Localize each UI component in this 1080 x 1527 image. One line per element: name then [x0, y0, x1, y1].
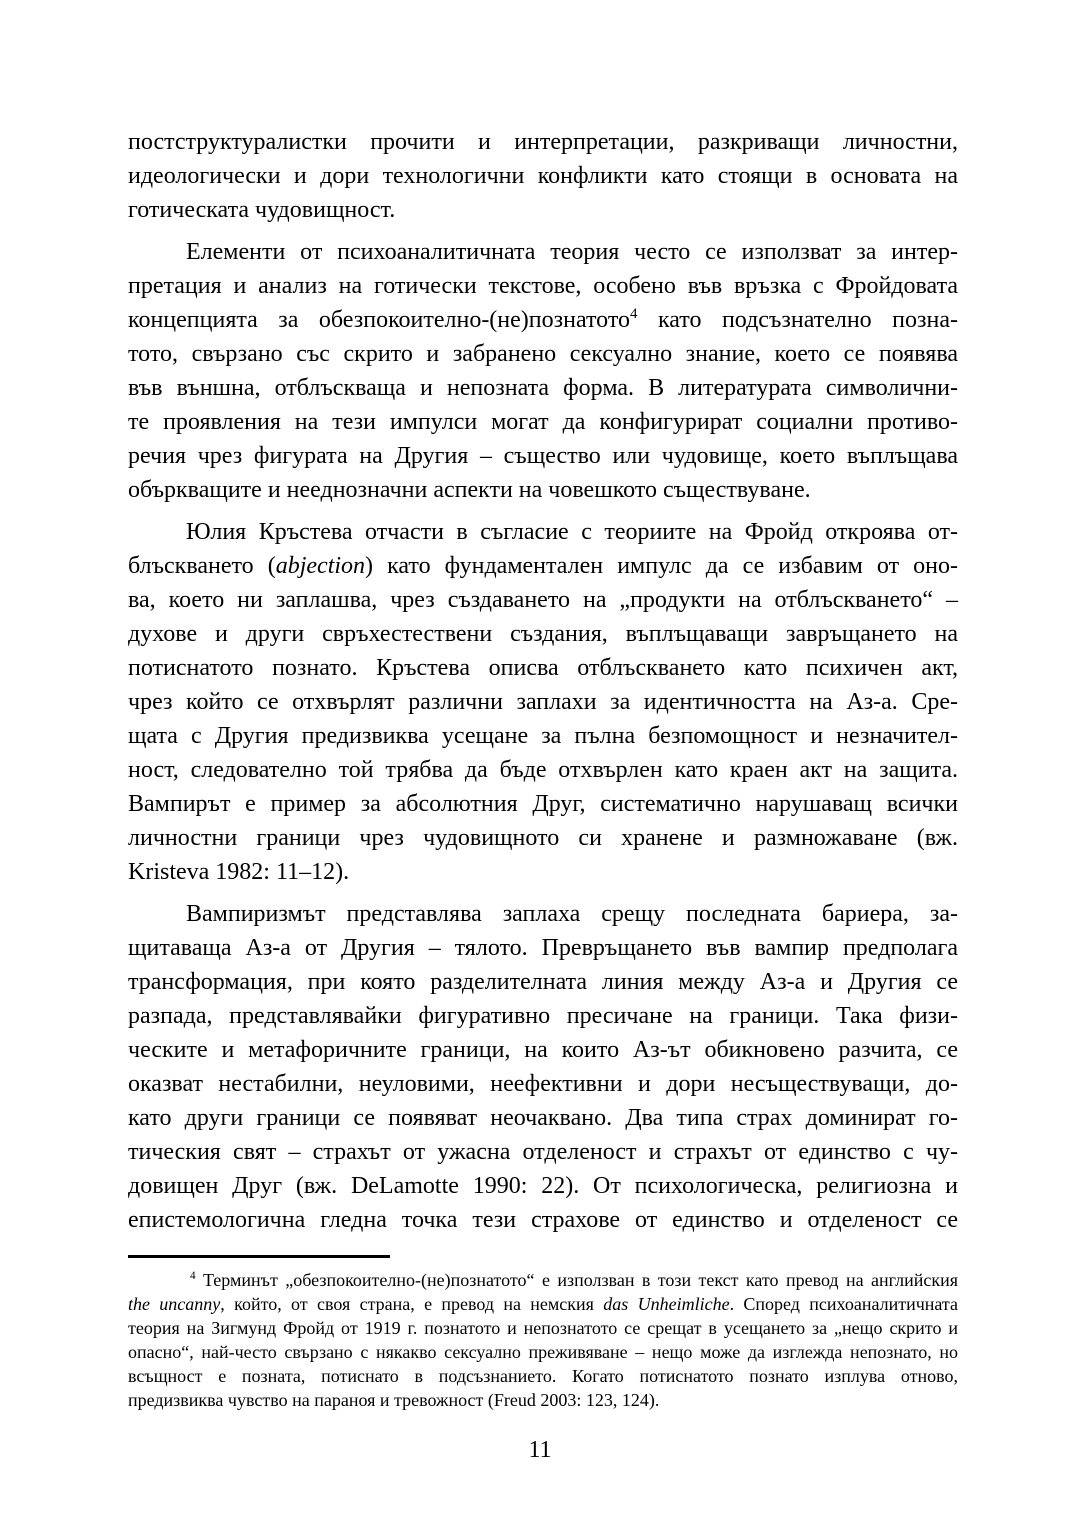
text-segment: опасно“, най-често свързано с някакво сексуално преживяване – нещо може да изглежда непознато, но	[128, 1342, 958, 1362]
text-segment: Вампиризмът представлява заплаха срещу последната бариера, за-	[186, 901, 958, 927]
text-segment: готическата чудовищност.	[128, 197, 396, 223]
text-segment: епистемологична гледна точка тези страхове от единство и отделеност се	[128, 1207, 958, 1233]
text-line	[128, 1101, 958, 1135]
text-line	[128, 337, 958, 371]
paragraph-4	[128, 897, 958, 1237]
text-line	[128, 1388, 958, 1412]
text-segment: . Според психоаналитичната	[729, 1294, 958, 1314]
text-segment: тото, свързано със скрито и забранено сексуално знание, което се появява	[128, 341, 958, 367]
text-segment: ност, следователно той трябва да бъде отхвърлен като краен акт на защита.	[128, 757, 958, 783]
text-line	[128, 549, 958, 583]
text-segment: те проявления на тези импулси могат да конфигурират социални противо-	[128, 409, 958, 435]
text-segment: предизвиква чувство на параноя и тревожност (Freud 2003: 123, 124).	[128, 1390, 660, 1410]
text-segment: щата с Другия предизвиква усещане за пълна безпомощност и незначител-	[128, 723, 958, 749]
text-segment: Kristeva 1982: 11–12).	[128, 859, 350, 885]
text-line	[128, 1203, 958, 1237]
text-segment: оказват нестабилни, неуловими, неефективни и дори несъществуващи, до-	[128, 1071, 958, 1097]
text-segment: като подсъзнателно позна-	[637, 307, 958, 333]
text-line	[128, 269, 958, 303]
text-segment: Вампирът е пример за абсолютния Друг, систематично нарушаващ всички	[128, 791, 958, 817]
text-segment: Терминът „обезпокоително-(не)познатото“ е използван в този текст като превод на английския	[195, 1270, 958, 1290]
text-line	[128, 159, 958, 193]
text-line	[128, 439, 958, 473]
text-line	[128, 515, 958, 549]
text-line	[128, 753, 958, 787]
text-segment: чрез който се отхвърлят различни заплахи за идентичността на Аз-а. Сре-	[128, 689, 958, 715]
text-line	[128, 965, 958, 999]
text-segment: постструктуралистки прочити и интерпретации, разкриващи личностни,	[128, 129, 958, 155]
text-line	[128, 787, 958, 821]
text-line	[128, 405, 958, 439]
text-segment: духове и други свръхестествени създания, въплъщаващи завръщането на	[128, 621, 958, 647]
text-segment: като други граници се появяват неочаквано. Два типа страх доминират го-	[128, 1105, 958, 1131]
text-segment: щитаваща Аз-а от Другия – тялото. Превръщането във вампир предполага	[128, 935, 958, 961]
text-line	[128, 473, 958, 507]
text-segment: теория на Зигмунд Фройд от 1919 г. познатото и непознатото се срещат в усещането за „нещо скрито и	[128, 1318, 958, 1338]
text-segment: във външна, отблъскваща и непозната форма. В литературата символични-	[128, 375, 958, 401]
text-segment: концепцията за обезпокоително-(не)познатото	[128, 307, 631, 333]
text-line	[128, 1067, 958, 1101]
text-line	[128, 1364, 958, 1388]
text-line	[128, 651, 958, 685]
text-segment: претация и анализ на готически текстове, особено във връзка с Фройдовата	[128, 273, 958, 299]
italic-term: abjection	[275, 553, 366, 579]
text-segment: потиснатото познато. Кръстева описва отблъскването като психичен акт,	[128, 655, 958, 681]
body-paragraphs	[128, 125, 958, 1237]
text-line	[128, 719, 958, 753]
text-segment: ) като фундаментален импулс да се избавим от оно-	[365, 553, 959, 579]
text-line	[128, 125, 958, 159]
italic-term: the uncanny	[128, 1294, 221, 1314]
text-segment: Елементи от психоаналитичната теория често се използват за интер-	[186, 239, 958, 265]
text-line	[128, 1292, 958, 1316]
text-segment: идеологически и дори технологични конфликти като стоящи в основата на	[128, 163, 958, 189]
text-line	[128, 303, 958, 337]
text-line	[128, 193, 958, 227]
paragraph-1	[128, 125, 958, 227]
text-segment: Юлия Кръстева отчасти в съгласие с теориите на Фройд откроява от-	[186, 519, 958, 545]
text-line	[128, 999, 958, 1033]
italic-term: das Unheimliche	[603, 1294, 730, 1314]
text-segment: ва, което ни заплашва, чрез създаването на „продукти на отблъскването“ –	[128, 587, 958, 613]
text-line	[128, 235, 958, 269]
text-segment: , който, от своя страна, е превод на немския	[220, 1294, 604, 1314]
text-line	[128, 371, 958, 405]
page-text-content	[128, 125, 958, 1412]
text-line	[128, 897, 958, 931]
text-line	[128, 1316, 958, 1340]
footnote	[128, 1268, 958, 1412]
text-segment: трансформация, при която разделителната линия между Аз-а и Другия се	[128, 969, 958, 995]
page-number: 11	[528, 1437, 552, 1463]
text-line	[128, 685, 958, 719]
footnote-separator	[128, 1255, 390, 1258]
text-segment: разпада, представлявайки фигуративно пресичане на граници. Така физи-	[128, 1003, 958, 1029]
text-line	[128, 1268, 958, 1292]
text-line	[128, 617, 958, 651]
text-line	[128, 1169, 958, 1203]
text-line	[128, 855, 958, 889]
text-segment: объркващите и нееднозначни аспекти на човешкото съществуване.	[128, 477, 811, 503]
text-segment: довищен Друг (вж. DeLamotte 1990: 22). От психологическа, религиозна и	[128, 1173, 958, 1199]
paragraph-3	[128, 515, 958, 889]
text-line	[128, 1135, 958, 1169]
text-line	[128, 1033, 958, 1067]
text-line	[128, 583, 958, 617]
text-segment: ческите и метафоричните граници, на които Аз-ът обикновено разчита, се	[128, 1037, 958, 1063]
text-line	[128, 931, 958, 965]
text-segment: личностни граници чрез чудовищното си хранене и размножаване (вж.	[128, 825, 958, 851]
text-line	[128, 1340, 958, 1364]
text-segment: тическия свят – страхът от ужасна отделеност и страхът от единство с чу-	[128, 1139, 958, 1165]
text-segment: всъщност е позната, потиснато в подсъзнанието. Когато потиснатото познато изплува отново,	[128, 1366, 958, 1386]
text-segment: речия чрез фигурата на Другия – същество или чудовище, което въплъщава	[128, 443, 958, 469]
text-segment: блъскването (	[128, 553, 276, 579]
footnote-reference-marker: 4	[190, 1270, 196, 1282]
paragraph-2	[128, 235, 958, 507]
text-line	[128, 821, 958, 855]
footnote-reference-marker: 4	[630, 306, 638, 322]
